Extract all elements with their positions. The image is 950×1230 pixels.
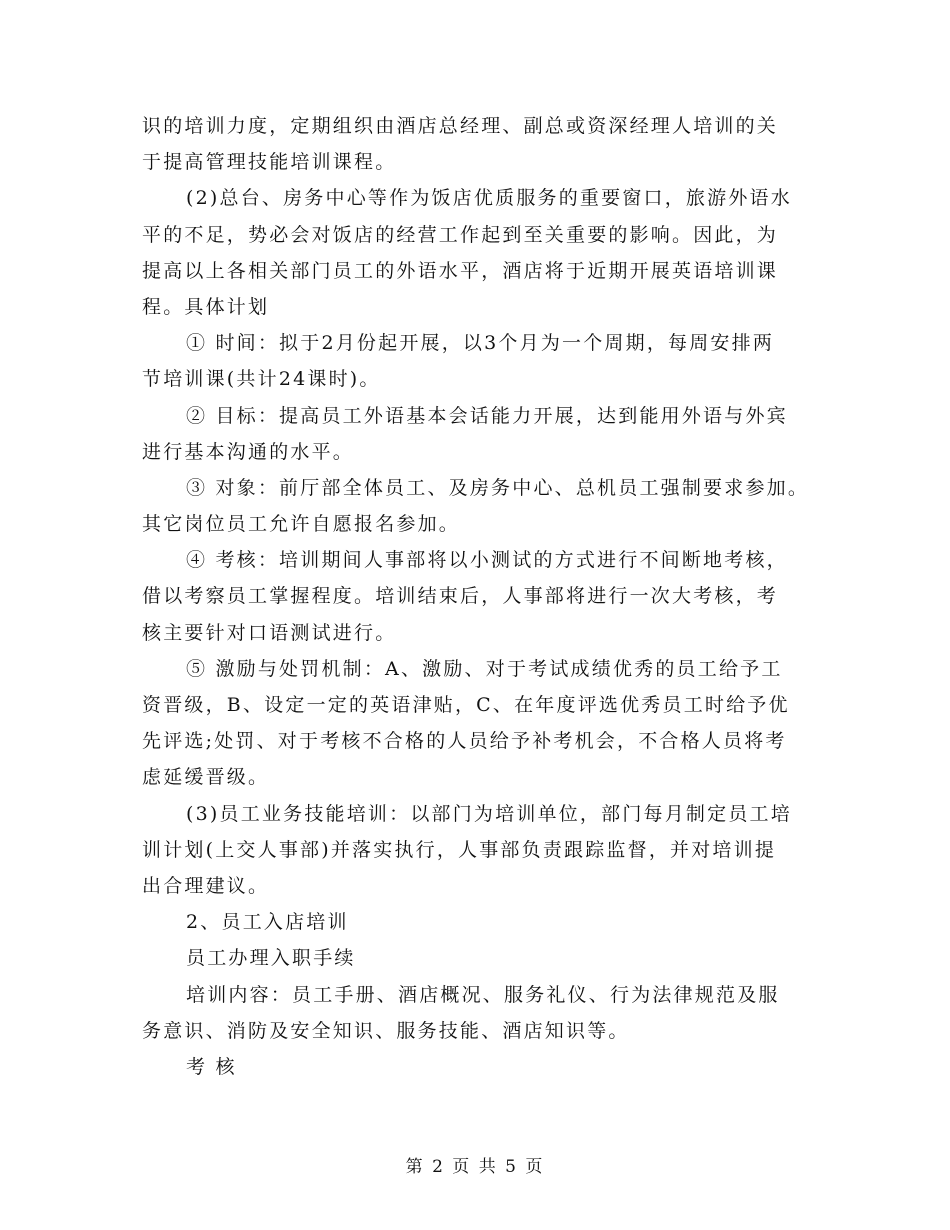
text-line: 出合理建议。 bbox=[142, 874, 270, 897]
text-line: 核主要针对口语测试进行。 bbox=[142, 621, 397, 644]
text-line: 资晋级，B、设定一定的英语津贴，C、在年度评选优秀员工时给予优 bbox=[142, 694, 790, 716]
text-line: ⑤ 激励与处罚机制：A、激励、对于考试成绩优秀的员工给予工 bbox=[186, 657, 783, 680]
text-line: (3)员工业务技能培训：以部门为培训单位，部门每月制定员工培 bbox=[186, 802, 792, 825]
text-line: ② 目标：提高员工外语基本会话能力开展，达到能用外语与外宾 bbox=[186, 404, 788, 427]
text-line: 提高以上各相关部门员工的外语水平，酒店将于近期开展英语培训课 bbox=[142, 259, 779, 282]
text-line: 进行基本沟通的水平。 bbox=[142, 440, 355, 463]
text-line: 先评选;处罚、对于考核不合格的人员给予补考机会，不合格人员将考 bbox=[142, 730, 787, 753]
text-line: 节培训课(共计24课时)。 bbox=[142, 368, 381, 391]
text-line: 务意识、消防及安全知识、服务技能、酒店知识等。 bbox=[142, 1019, 630, 1042]
text-line: ① 时间：拟于2月份起开展，以3个月为一个周期，每周安排两 bbox=[186, 332, 775, 355]
text-line: 员工办理入职手续 bbox=[186, 947, 356, 970]
text-line: 考 核 bbox=[186, 1055, 237, 1078]
text-line: 培训内容：员工手册、酒店概况、服务礼仪、行为法律规范及服 bbox=[186, 983, 780, 1006]
document-body bbox=[142, 108, 832, 1085]
text-line: 识的培训力度，定期组织由酒店总经理、副总或资深经理人培训的关 bbox=[142, 115, 779, 137]
text-line: 训计划(上交人事部)并落实执行，人事部负责跟踪监督，并对培训提 bbox=[142, 838, 777, 861]
text-line: 程。具体计划 bbox=[142, 295, 270, 318]
page-footer: 第 2 页 共 5 页 bbox=[405, 1157, 545, 1177]
text-line: 2、员工入店培训 bbox=[186, 911, 349, 934]
text-line: 平的不足，势必会对饭店的经营工作起到至关重要的影响。因此，为 bbox=[142, 223, 779, 246]
text-line: 其它岗位员工允许自愿报名参加。 bbox=[142, 513, 461, 536]
text-line: 于提高管理技能培训课程。 bbox=[142, 151, 397, 174]
text-line: (2)总台、房务中心等作为饭店优质服务的重要窗口，旅游外语水 bbox=[186, 187, 792, 210]
text-line: ③ 对象：前厅部全体员工、及房务中心、总机员工强制要求参加。 bbox=[186, 476, 810, 499]
text-line: 虑延缓晋级。 bbox=[142, 766, 270, 789]
text-line: ④ 考核：培训期间人事部将以小测试的方式进行不间断地考核， bbox=[186, 549, 788, 572]
text-line: 借以考察员工掌握程度。培训结束后，人事部将进行一次大考核，考 bbox=[142, 585, 779, 608]
